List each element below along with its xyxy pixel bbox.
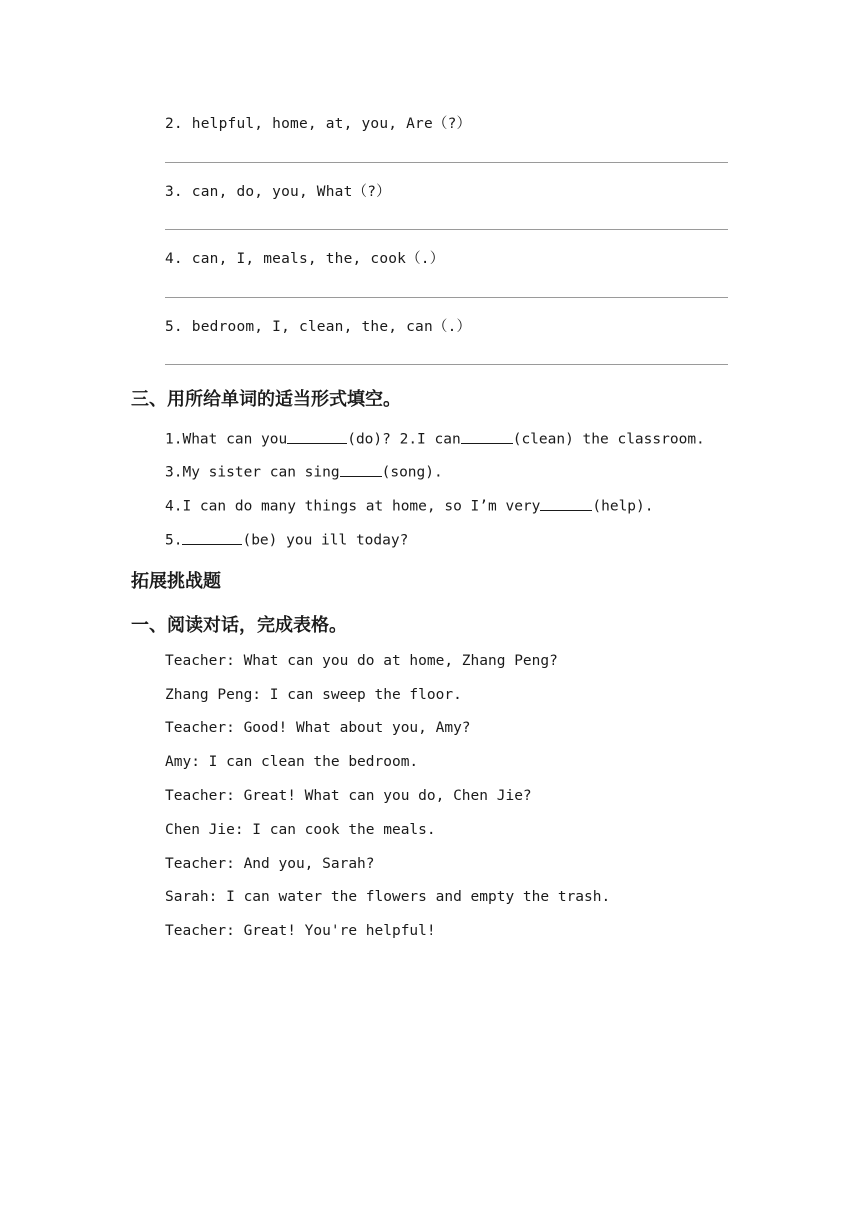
dialogue-line: Teacher: What can you do at home, Zhang Peng? [165, 653, 558, 669]
reorder-item-2: 2. helpful, home, at, you, Are（?） [165, 116, 472, 132]
q1-text-b: (do)? 2.I can [347, 431, 461, 448]
dialogue-line: Teacher: Great! What can you do, Chen Jie? [165, 788, 532, 804]
reorder-item-5: 5. bedroom, I, clean, the, can（.） [165, 319, 472, 335]
q4-text-b: (help). [592, 498, 654, 515]
answer-line-5[interactable] [165, 364, 728, 365]
q5-blank[interactable] [182, 529, 242, 545]
answer-line-4[interactable] [165, 297, 728, 298]
answer-line-2[interactable] [165, 162, 728, 163]
q3-text-a: 3.My sister can sing [165, 464, 340, 481]
q4-text-a: 4.I can do many things at home, so I’m very [165, 498, 541, 515]
dialogue-line: Amy: I can clean the bedroom. [165, 754, 419, 770]
q2-text-c: (clean) the classroom. [512, 431, 705, 448]
q1-text-a: 1.What can you [165, 431, 288, 448]
reorder-item-3: 3. can, do, you, What（?） [165, 184, 391, 200]
reorder-item-4: 4. can, I, meals, the, cook（.） [165, 251, 445, 267]
q5-text-a: 5. [165, 532, 183, 549]
q4-blank[interactable] [540, 495, 592, 511]
fill-question-3 [165, 461, 443, 481]
dialogue-line: Teacher: Good! What about you, Amy? [165, 720, 471, 736]
dialogue-line: Teacher: And you, Sarah? [165, 856, 375, 872]
q5-text-b: (be) you ill today? [242, 532, 409, 549]
dialogue-line: Zhang Peng: I can sweep the floor. [165, 687, 462, 703]
fill-question-5 [165, 529, 408, 549]
fill-question-1-2 [165, 428, 705, 448]
dialogue-line: Teacher: Great! You're helpful! [165, 923, 436, 939]
dialogue-line: Chen Jie: I can cook the meals. [165, 822, 436, 838]
q3-text-b: (song). [381, 464, 443, 481]
q3-blank[interactable] [340, 461, 382, 477]
section-3-heading: 三、用所给单词的适当形式填空。 [131, 389, 401, 410]
dialogue-line: Sarah: I can water the flowers and empty the trash. [165, 889, 611, 905]
extension-heading: 拓展挑战题 [131, 571, 221, 592]
fill-question-4 [165, 495, 654, 515]
q2-blank[interactable] [461, 428, 513, 444]
reading-heading: 一、阅读对话，完成表格。 [131, 615, 347, 636]
q1-blank[interactable] [287, 428, 347, 444]
answer-line-3[interactable] [165, 229, 728, 230]
